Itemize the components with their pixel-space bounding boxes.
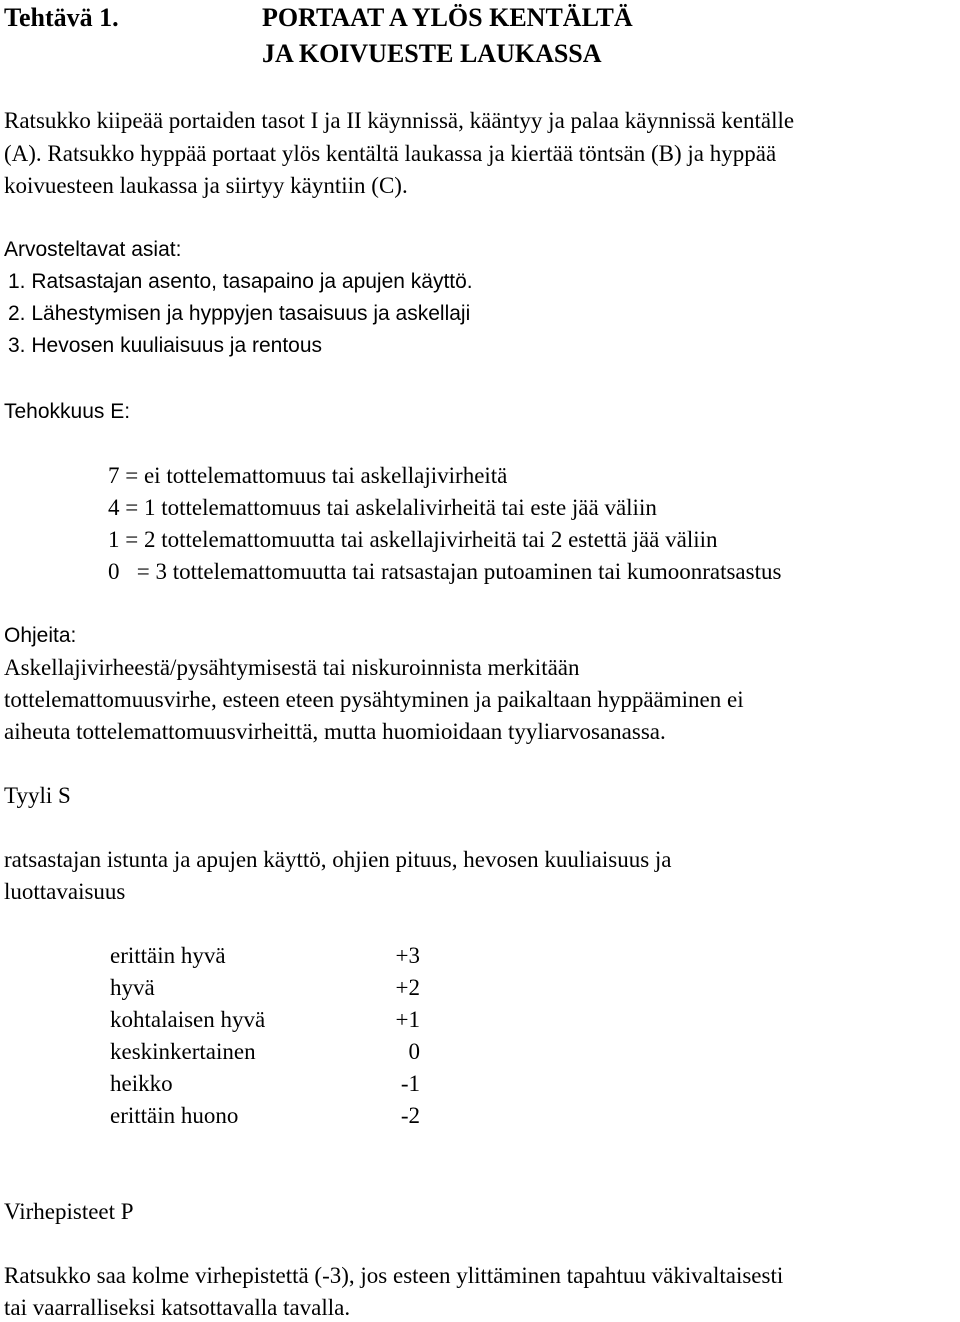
assessment-item: 1. Ratsastajan asento, tasapaino ja apujen käyttö. <box>8 270 473 293</box>
efficiency-criterion: 1 = 2 tottelemattomuutta tai askellajivirheitä tai 2 estettä jää väliin <box>108 527 718 552</box>
instructions-heading: Ohjeita: <box>4 624 77 647</box>
task-number: Tehtävä 1. <box>4 3 119 32</box>
penalties-heading: Virhepisteet P <box>4 1199 134 1224</box>
description-line1: Ratsukko kiipeää portaiden tasot I ja II käynnissä, kääntyy ja palaa käynnissä kentälle <box>4 108 795 133</box>
efficiency-criterion: 7 = ei tottelemattomuus tai askellajivirheitä <box>108 463 508 488</box>
style-line2: luottavaisuus <box>4 879 126 904</box>
style-scale-label: hyvä <box>110 975 155 1000</box>
style-scale-label: erittäin huono <box>110 1103 239 1128</box>
instructions-line1: Askellajivirheestä/pysähtymisestä tai niskuroinnista merkitään <box>4 655 580 680</box>
style-scale-value: -2 <box>400 1103 420 1128</box>
assessment-item: 2. Lähestymisen ja hyppyjen tasaisuus ja askellaji <box>8 302 471 325</box>
efficiency-heading: Tehokkuus E: <box>4 400 131 423</box>
style-line1: ratsastajan istunta ja apujen käyttö, ohjien pituus, hevosen kuuliaisuus ja <box>4 847 672 872</box>
assessment-item: 3. Hevosen kuuliaisuus ja rentous <box>8 334 323 357</box>
style-scale-value: -1 <box>400 1071 420 1096</box>
penalties-line1: Ratsukko saa kolme virhepistettä (-3), jos esteen ylittäminen tapahtuu väkivaltaisesti <box>4 1263 784 1288</box>
penalties-line2: tai vaarralliseksi katsottavalla tavalla. <box>4 1295 351 1320</box>
style-scale-label: keskinkertainen <box>110 1039 256 1064</box>
efficiency-criterion: 0 = 3 tottelemattomuutta tai ratsastajan putoaminen tai kumoonratsastus <box>108 559 782 584</box>
instructions-line2: tottelemattomuusvirhe, esteen eteen pysähtyminen ja paikaltaan hyppääminen ei <box>4 687 744 712</box>
task-title-line1: PORTAAT A YLÖS KENTÄLTÄ <box>262 3 633 32</box>
style-scale-value: +3 <box>395 943 420 968</box>
assessment-heading: Arvosteltavat asiat: <box>4 238 182 261</box>
efficiency-criterion: 4 = 1 tottelemattomuus tai askelalivirheitä tai este jää väliin <box>108 495 657 520</box>
instructions-line3: aiheuta tottelemattomuusvirheittä, mutta huomioidaan tyyliarvosanassa. <box>4 719 666 744</box>
style-scale-label: heikko <box>110 1071 173 1096</box>
style-scale-label: kohtalaisen hyvä <box>110 1007 266 1032</box>
style-scale-label: erittäin hyvä <box>110 943 226 968</box>
task-title-line2: JA KOIVUESTE LAUKASSA <box>262 39 602 68</box>
description-line3: koivuesteen laukassa ja siirtyy käyntiin (C). <box>4 173 408 198</box>
style-scale-value: +1 <box>395 1007 420 1032</box>
style-scale-value: +2 <box>395 975 420 1000</box>
description-line2: (A). Ratsukko hyppää portaat ylös kentältä laukassa ja kiertää töntsän (B) ja hyppää <box>4 141 777 166</box>
style-scale-value: 0 <box>408 1039 420 1064</box>
style-heading: Tyyli S <box>4 783 71 808</box>
